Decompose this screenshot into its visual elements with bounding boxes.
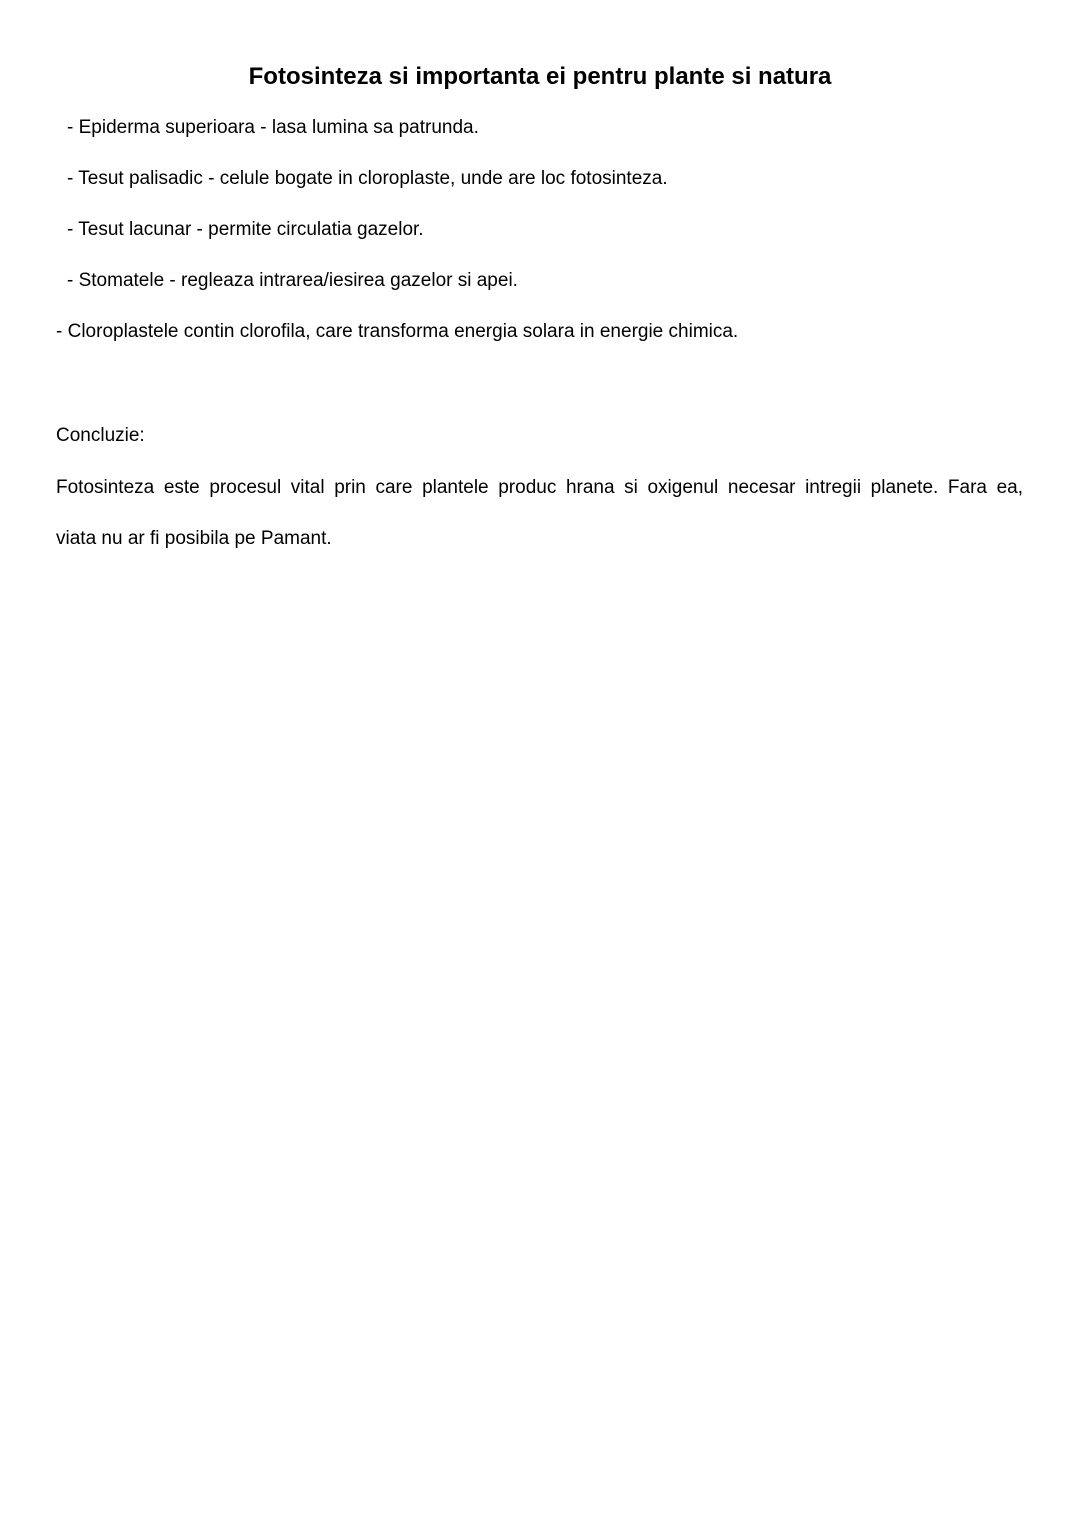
conclusion-heading: Concluzie: <box>56 425 145 446</box>
list-item-tesut-lacunar: - Tesut lacunar - permite circulatia gazelor. <box>67 219 424 240</box>
conclusion-line-2: viata nu ar fi posibila pe Pamant. <box>56 528 332 549</box>
conclusion-line-1: Fotosinteza este procesul vital prin care plantele produc hrana si oxigenul necesar intregii planete. Fara ea, <box>56 477 1023 498</box>
list-item-epiderma: - Epiderma superioara - lasa lumina sa patrunda. <box>67 117 479 138</box>
document-title: Fotosinteza si importanta ei pentru plante si natura <box>248 63 832 90</box>
list-item-stomatele: - Stomatele - regleaza intrarea/iesirea gazelor si apei. <box>67 270 518 291</box>
list-item-tesut-palisadic: - Tesut palisadic - celule bogate in cloroplaste, unde are loc fotosinteza. <box>67 168 668 189</box>
chloroplast-note: - Cloroplastele contin clorofila, care transforma energia solara in energie chimica. <box>56 321 739 342</box>
